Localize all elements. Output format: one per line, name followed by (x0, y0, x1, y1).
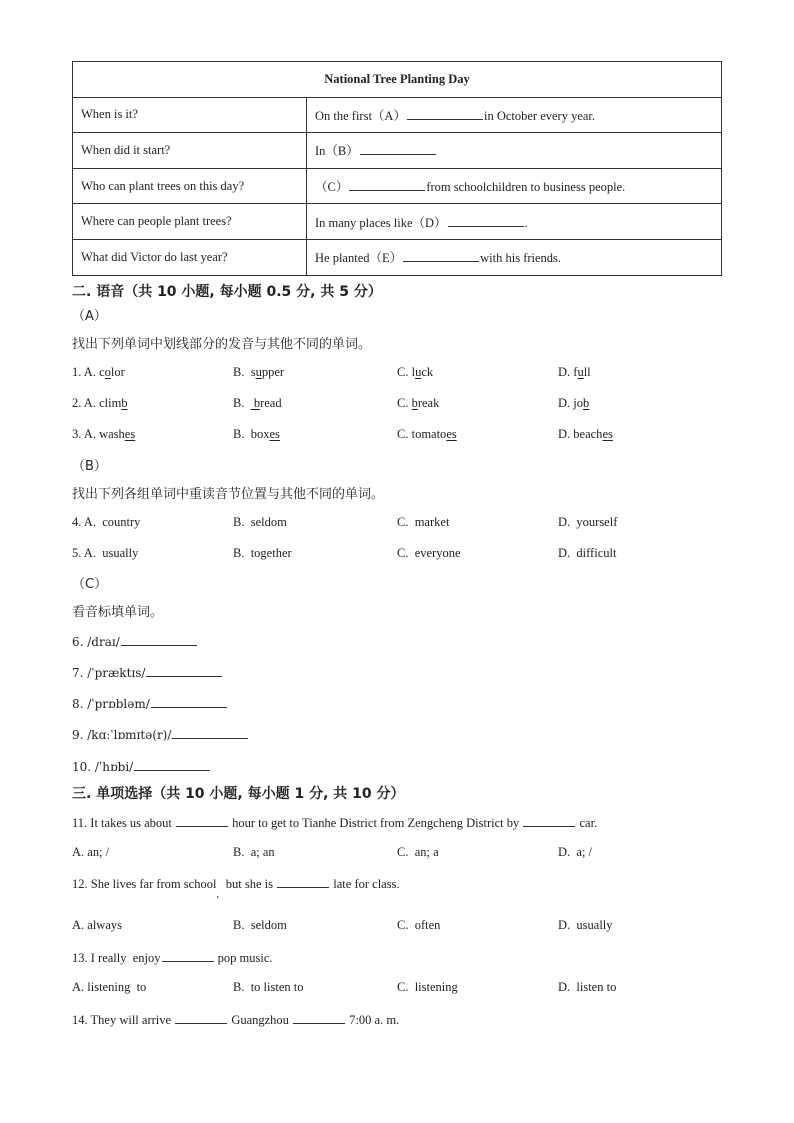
option-label: C. (397, 427, 409, 441)
phonetic-text: 9. /kɑːˈlɒmɪtə(r)/ (72, 728, 172, 742)
answer-blank-a[interactable] (407, 107, 483, 120)
answer-suffix: from schoolchildren to business people. (426, 180, 626, 195)
part-label-c: （C） (72, 577, 108, 592)
question-text: pop music. (217, 951, 273, 965)
table-question: Who can plant trees on this day? (73, 168, 307, 204)
underlined-part: u (255, 365, 262, 379)
option-c[interactable] (397, 427, 457, 442)
table-answer (307, 168, 722, 204)
word-part: ck (421, 365, 434, 379)
underlined-part: es (124, 427, 136, 441)
question-text: car. (579, 816, 598, 830)
option-a[interactable]: 5. A. usually (72, 546, 139, 560)
question-text: late for class. (333, 877, 400, 891)
word-part: lor (110, 365, 125, 379)
word-part: s (250, 365, 256, 379)
question-14 (72, 1011, 399, 1028)
option-d[interactable] (558, 365, 591, 380)
option-c[interactable]: C. listening (397, 980, 458, 994)
table-title: National Tree Planting Day (73, 62, 722, 98)
answer-blank-b[interactable] (360, 142, 436, 155)
question-text: 11. It takes us about (72, 816, 172, 830)
table-row (73, 133, 722, 169)
question-text: Guangzhou (231, 1013, 289, 1027)
answer-blank[interactable] (151, 695, 227, 708)
option-a[interactable] (72, 396, 128, 411)
underlined-part: b (583, 396, 590, 410)
word-part: c (99, 365, 105, 379)
word-part: f (573, 365, 578, 379)
word-part: pper (261, 365, 285, 379)
option-a[interactable] (72, 365, 125, 380)
answer-blank[interactable] (175, 1011, 227, 1024)
part-label-b: （B） (72, 459, 107, 474)
option-a[interactable]: A. always (72, 918, 122, 932)
word-part: box (250, 427, 270, 441)
table-row (73, 97, 722, 133)
word-part: read (260, 396, 282, 410)
table-row (73, 204, 722, 240)
option-b[interactable]: B. a; an (233, 845, 275, 859)
phonetic-question-6 (72, 633, 198, 649)
answer-suffix: with his friends. (480, 251, 562, 266)
section-heading-phonetics: 二. 语音（共 10 小题, 每小题 0.5 分, 共 5 分） (72, 284, 382, 300)
underlined-part: b (121, 396, 128, 410)
option-c[interactable]: C. everyone (397, 546, 461, 560)
option-label: D. (558, 427, 571, 441)
question-text: hour to get to Tianhe District from Zengcheng District by (232, 816, 520, 830)
option-label: D. (558, 396, 571, 410)
table-answer (307, 204, 722, 240)
option-b[interactable] (233, 365, 284, 380)
answer-blank[interactable] (162, 949, 214, 962)
question-text: 12. She lives far from school (72, 877, 217, 891)
answer-blank[interactable] (277, 875, 329, 888)
phonetic-question-8 (72, 695, 228, 711)
word-part: jo (573, 396, 584, 410)
answer-blank[interactable] (523, 814, 575, 827)
option-label: 2. A. (72, 396, 96, 410)
question-13 (72, 949, 273, 966)
option-d[interactable] (558, 427, 613, 442)
info-table (72, 61, 722, 276)
answer-blank[interactable] (176, 814, 228, 827)
option-d[interactable]: D. listen to (558, 980, 617, 994)
table-answer (307, 133, 722, 169)
word-part: beach (573, 427, 603, 441)
option-a[interactable]: 4. A. country (72, 515, 141, 529)
answer-blank-c[interactable] (349, 178, 425, 191)
option-a[interactable]: A. an; / (72, 845, 110, 859)
table-question: When did it start? (73, 133, 307, 169)
option-c[interactable]: C. market (397, 515, 450, 529)
phonetic-question-9 (72, 726, 249, 742)
underlined-part: es (269, 427, 280, 441)
underlined-part: es (602, 427, 613, 441)
phonetic-question-7 (72, 664, 223, 680)
answer-prefix: On the first（A） (315, 108, 406, 123)
option-label: 1. A. (72, 365, 96, 379)
table-question: When is it? (73, 97, 307, 133)
answer-blank[interactable] (121, 633, 197, 646)
option-b[interactable]: B. together (233, 546, 292, 560)
section-heading-choice: 三. 单项选择（共 10 小题, 每小题 1 分, 共 10 分） (72, 786, 405, 802)
option-b[interactable]: B. seldom (233, 918, 287, 932)
underlined-part: u (415, 365, 422, 379)
answer-prefix: In many places like（D） (315, 215, 447, 230)
phonetic-text: 6. /draɪ/ (72, 635, 120, 649)
option-label: D. (558, 365, 571, 379)
word-part: tomato (411, 427, 447, 441)
question-text: 7:00 a. m. (349, 1013, 400, 1027)
option-label: C. (397, 396, 409, 410)
option-c[interactable] (397, 396, 439, 411)
answer-suffix: in October every year. (483, 108, 596, 123)
option-d[interactable] (558, 396, 589, 411)
instruction-c: 看音标填单词。 (72, 605, 164, 620)
word-part: reak (417, 396, 440, 410)
option-d[interactable]: D. usually (558, 918, 613, 932)
answer-blank[interactable] (134, 758, 210, 771)
underlined-part: b (411, 396, 418, 410)
option-label: 3. A. (72, 427, 96, 441)
option-label: B. (233, 396, 245, 410)
table-row (73, 168, 722, 204)
table-answer (307, 239, 722, 275)
table-row (73, 239, 722, 275)
option-a[interactable] (72, 427, 135, 442)
phonetic-question-10 (72, 758, 211, 774)
answer-blank-e[interactable] (403, 249, 479, 262)
option-c[interactable] (397, 365, 433, 380)
underlined-part: o (104, 365, 111, 379)
option-d[interactable]: D. a; / (558, 845, 593, 859)
word-part: ll (583, 365, 591, 379)
table-question: What did Victor do last year? (73, 239, 307, 275)
question-11 (72, 814, 597, 831)
question-text: but she is (225, 877, 274, 891)
option-d[interactable]: D. difficult (558, 546, 617, 560)
instruction-a: 找出下列单词中划线部分的发音与其他不同的单词。 (72, 337, 372, 352)
option-c[interactable]: C. an; a (397, 845, 439, 859)
option-label: B. (233, 365, 245, 379)
word-part: clim (99, 396, 122, 410)
word-part: wash (99, 427, 125, 441)
option-c[interactable]: C. often (397, 918, 441, 932)
option-label: B. (233, 427, 245, 441)
question-text: 14. They will arrive (72, 1013, 172, 1027)
phonetic-text: 7. /ˈpræktɪs/ (72, 666, 146, 680)
instruction-b: 找出下列各组单词中重读音节位置与其他不同的单词。 (72, 487, 385, 502)
option-b[interactable]: B. to listen to (233, 980, 304, 994)
phonetic-text: 10. /ˈhɒbi/ (72, 760, 134, 774)
option-a[interactable]: A. listening to (72, 980, 147, 994)
question-12: 12. She lives far from school , but she is late for class. (72, 877, 400, 900)
question-text: 13. I really enjoy (72, 951, 161, 965)
option-b[interactable] (233, 427, 280, 442)
answer-prefix: In（B） (315, 144, 359, 159)
option-b[interactable] (233, 396, 282, 411)
underlined-part: b (250, 396, 261, 410)
option-b[interactable]: B. seldom (233, 515, 287, 529)
answer-blank[interactable] (146, 664, 222, 677)
table-question: Where can people plant trees? (73, 204, 307, 240)
answer-blank-d[interactable] (448, 214, 524, 227)
option-label: C. (397, 365, 409, 379)
answer-suffix: . (524, 215, 528, 230)
part-label-a: （A） (72, 309, 107, 324)
underlined-part: u (577, 365, 584, 379)
answer-blank[interactable] (293, 1011, 345, 1024)
underlined-part: es (446, 427, 457, 441)
answer-blank[interactable] (172, 726, 248, 739)
word-part: l (411, 365, 416, 379)
phonetic-text: 8. /ˈprɒbləm/ (72, 697, 150, 711)
answer-prefix: （C） (315, 180, 349, 195)
option-d[interactable]: D. yourself (558, 515, 618, 529)
answer-prefix: He planted（E） (315, 251, 403, 266)
table-answer (307, 97, 722, 133)
